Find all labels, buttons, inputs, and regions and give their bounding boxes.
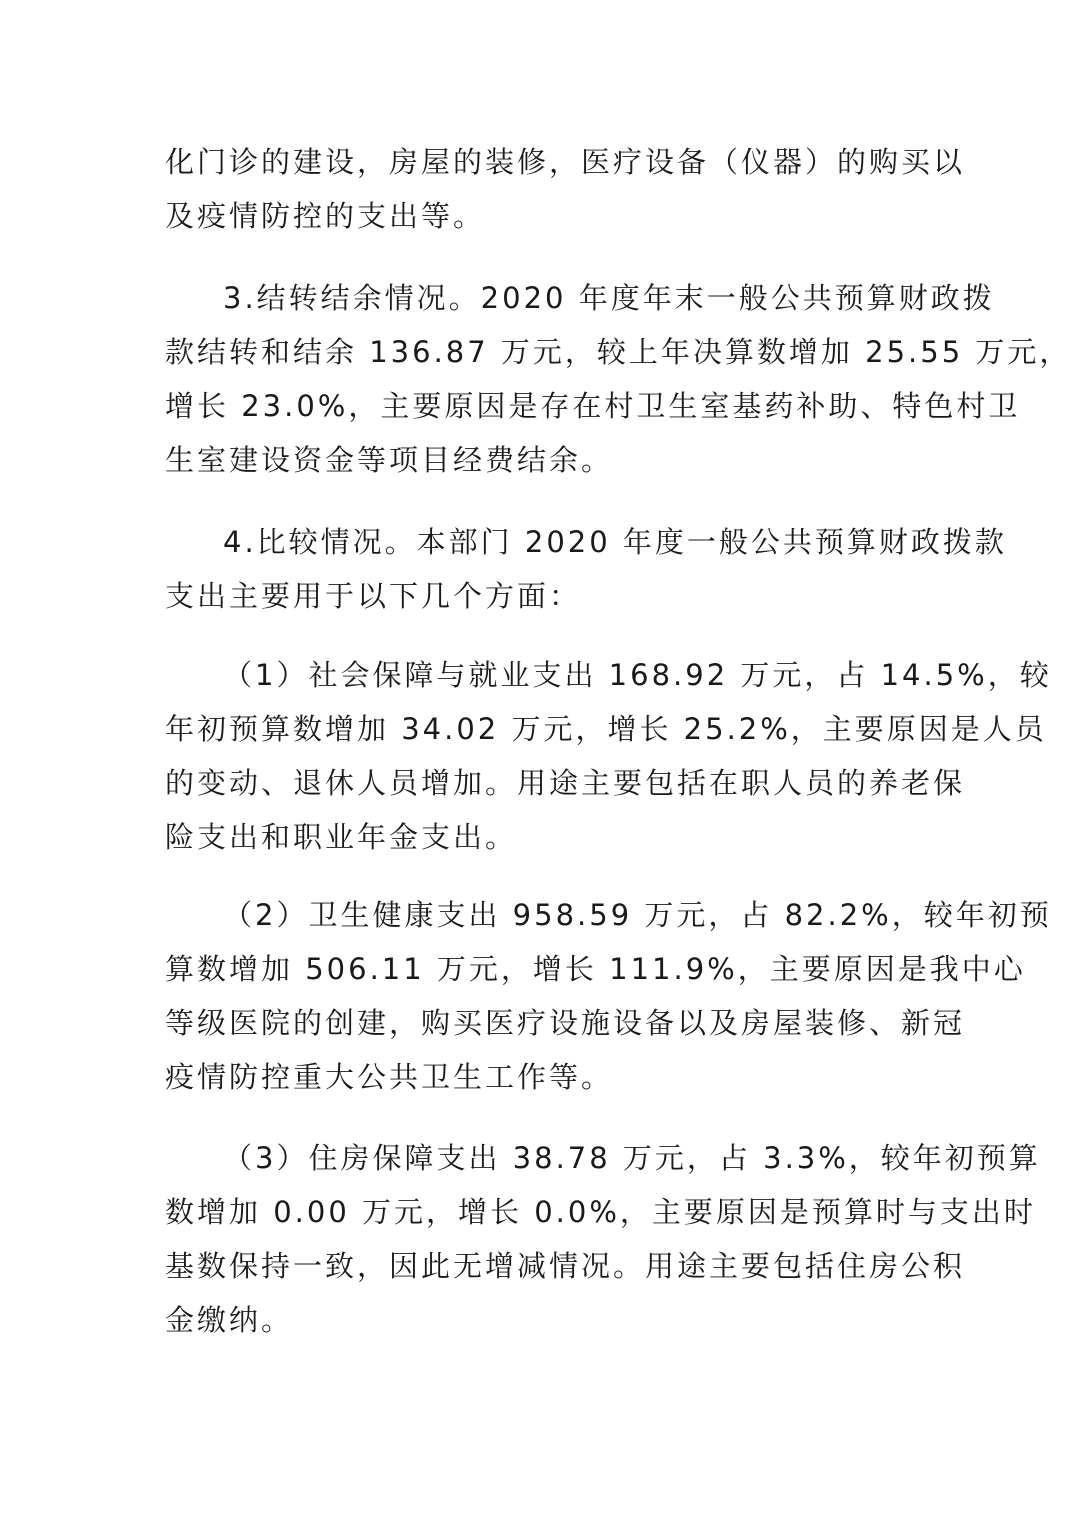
text-line: 年初预算数增加 34.02 万元，增长 25.2%，主要原因是人员	[165, 712, 1047, 746]
text-line: 生室建设资金等项目经费结余。	[165, 443, 614, 477]
text-line: 等级医院的创建，购买医疗设施设备以及房屋装修、新冠	[165, 1006, 966, 1040]
paragraph-social-security	[165, 648, 1052, 864]
text-line: 数增加 0.00 万元，增长 0.0%，主要原因是预算时与支出时	[165, 1195, 1036, 1229]
text-line: 支出主要用于以下几个方面：	[165, 579, 582, 613]
text-line: 险支出和职业年金支出。	[165, 820, 518, 854]
text-line: （2）卫生健康支出 958.59 万元，占 82.2%，较年初预	[223, 898, 1052, 932]
text-line: 算数增加 506.11 万元，增长 111.9%，主要原因是我中心	[165, 952, 1026, 986]
paragraph-health	[165, 888, 1052, 1104]
text-line: 增长 23.0%，主要原因是存在村卫生室基药补助、特色村卫	[165, 389, 1021, 423]
text-line: 基数保持一致，因此无增减情况。用途主要包括住房公积	[165, 1249, 966, 1283]
paragraph-housing	[165, 1131, 1041, 1347]
text-line: 及疫情防控的支出等。	[165, 199, 486, 233]
text-line: 的变动、退休人员增加。用途主要包括在职人员的养老保	[165, 766, 966, 800]
text-line: 款结转和结余 136.87 万元，较上年决算数增加 25.55 万元，	[165, 335, 1072, 369]
text-line: 4.比较情况。本部门 2020 年度一般公共预算财政拨款	[223, 525, 1007, 559]
text-line: 疫情防控重大公共卫生工作等。	[165, 1060, 614, 1094]
paragraph-carryover-balance	[165, 271, 1072, 487]
paragraph-continuation	[165, 135, 966, 243]
text-line: 金缴纳。	[165, 1303, 294, 1337]
text-line: 3.结转结余情况。2020 年度年末一般公共预算财政拨	[223, 281, 995, 315]
text-line: （1）社会保障与就业支出 168.92 万元，占 14.5%，较	[223, 658, 1052, 692]
text-line: （3）住房保障支出 38.78 万元，占 3.3%，较年初预算	[223, 1141, 1041, 1175]
text-line: 化门诊的建设，房屋的装修，医疗设备（仪器）的购买以	[165, 145, 966, 179]
paragraph-comparison	[165, 515, 1007, 623]
